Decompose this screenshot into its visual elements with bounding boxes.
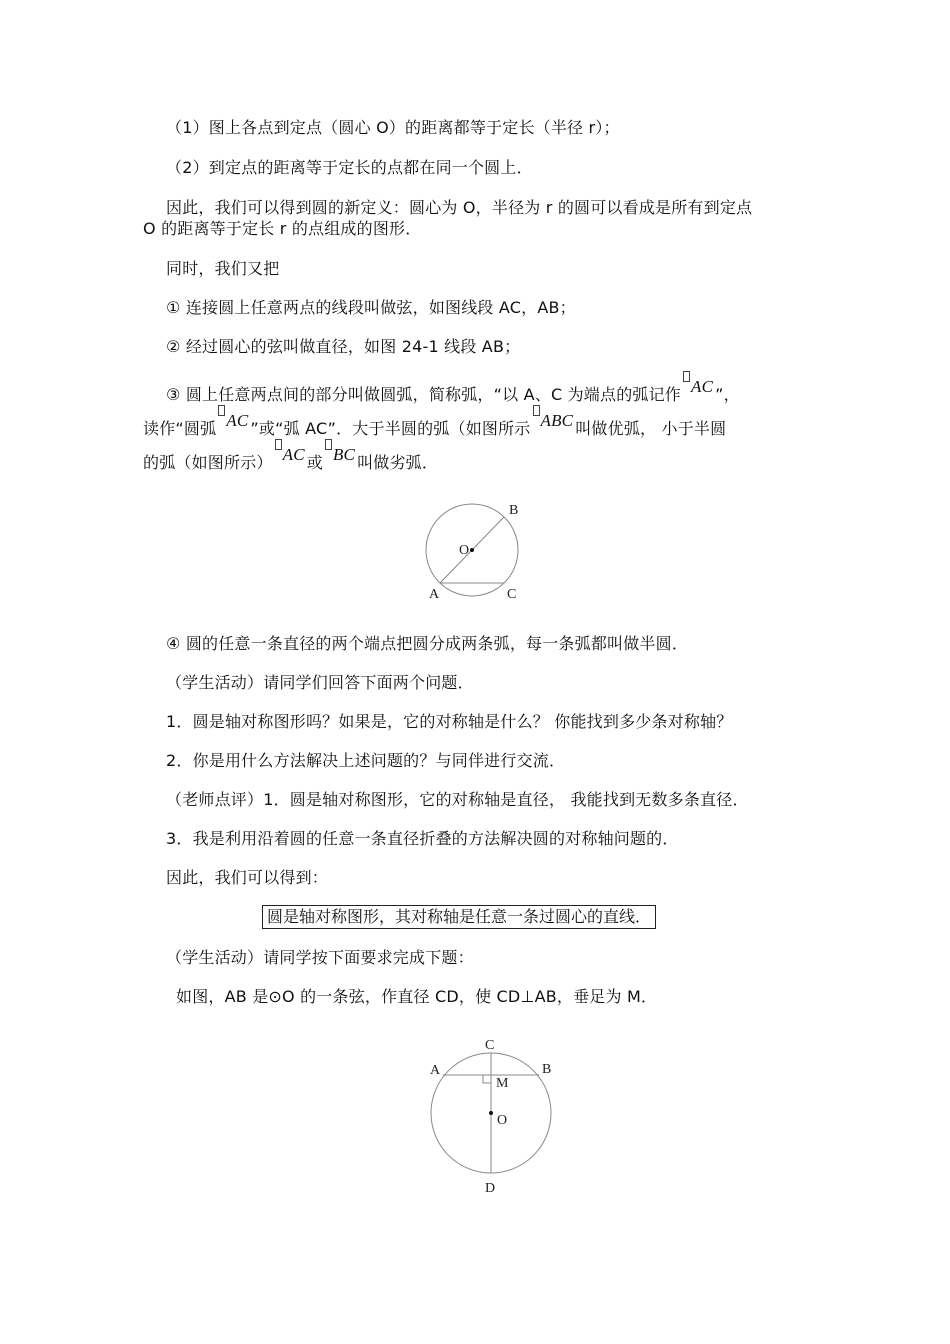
paragraph-property-2: （2）到定点的距离等于定长的点都在同一个圆上． — [166, 158, 533, 177]
arc-label: AC — [282, 445, 305, 464]
paragraph-question-2: 2．你是用什么方法解决上述问题的？与同伴进行交流． — [166, 751, 566, 770]
figure-perpendicular-diameter — [420, 1030, 570, 1200]
label-c: C — [507, 587, 517, 602]
arc-label: BC — [332, 445, 356, 464]
arc-notation-ac — [275, 445, 305, 464]
arc-mark-icon — [533, 405, 540, 416]
right-angle-mark — [483, 1075, 491, 1083]
label-b: B — [509, 503, 519, 518]
arc-mark-icon — [275, 439, 282, 450]
text-segment: 读作“圆弧 — [143, 419, 217, 438]
center-point — [470, 548, 474, 552]
label-o: O — [497, 1113, 508, 1128]
paragraph-new-definition-line1: 因此，我们可以得到圆的新定义：圆心为 O，半径为 r 的圆可以看成是所有到定点 — [166, 198, 753, 217]
paragraph-answer-3: 3．我是利用沿着圆的任意一条直径折叠的方法解决圆的对称轴问题的． — [166, 829, 679, 848]
text-segment: 叫做优弧， 小于半圆 — [575, 419, 727, 438]
paragraph-teacher-comment: （老师点评）1．圆是轴对称图形，它的对称轴是直径， 我能找到无数多条直径． — [166, 790, 749, 809]
text-segment: ”， — [715, 385, 740, 404]
arc-mark-icon — [683, 371, 690, 382]
label-a: A — [429, 587, 440, 602]
text-segment: 或 — [306, 453, 323, 472]
paragraph-arc-def-line1 — [166, 377, 740, 405]
paragraph-student-activity-2: （学生活动）请同学按下面要求完成下题： — [166, 948, 474, 967]
label-c: C — [485, 1038, 495, 1053]
arc-label: ABC — [540, 411, 574, 430]
paragraph-arc-def-line2 — [143, 411, 727, 439]
text-segment: ”或“弧 AC”．大于半圆的弧（如图所示 — [250, 419, 531, 438]
label-d: D — [485, 1181, 496, 1196]
boxed-theorem: 圆是轴对称图形，其对称轴是任意一条过圆心的直线． — [262, 905, 656, 929]
paragraph-arc-def-line3 — [143, 445, 439, 473]
text-segment: 的弧（如图所示） — [143, 453, 273, 472]
figure-circle-chord — [415, 495, 535, 605]
arc-notation-abc — [533, 411, 574, 430]
arc-notation-bc — [325, 445, 355, 464]
arc-mark-icon — [218, 405, 225, 416]
text-segment: ③ 圆上任意两点间的部分叫做圆弧，简称弧，“以 A、C 为端点的弧记作 — [166, 385, 682, 404]
center-point — [489, 1111, 493, 1115]
arc-label: AC — [226, 411, 249, 430]
paragraph-property-1: （1）图上各点到定点（圆心 O）的距离都等于定长（半径 r）； — [166, 118, 620, 137]
label-b: B — [542, 1062, 552, 1077]
label-m: M — [496, 1076, 509, 1091]
paragraph-new-definition-line2: O 的距离等于定长 r 的点组成的图形． — [143, 219, 422, 238]
paragraph-chord-def: ① 连接圆上任意两点的线段叫做弦，如图线段 AC，AB； — [166, 298, 576, 317]
paragraph-student-activity-1: （学生活动）请同学们回答下面两个问题． — [166, 673, 474, 692]
paragraph-semicircle-def: ④ 圆的任意一条直径的两个端点把圆分成两条弧，每一条弧都叫做半圆． — [166, 634, 689, 653]
label-o: O — [459, 543, 470, 558]
arc-notation-ac — [218, 411, 248, 430]
arc-mark-icon — [325, 439, 332, 450]
paragraph-exercise: 如图，AB 是⊙O 的一条弦，作直径 CD，使 CD⊥AB，垂足为 M． — [176, 987, 658, 1006]
arc-label: AC — [691, 377, 714, 396]
paragraph-question-1: 1．圆是轴对称图形吗？如果是，它的对称轴是什么？ 你能找到多少条对称轴？ — [166, 712, 733, 731]
label-a: A — [430, 1063, 441, 1078]
paragraph-therefore: 因此，我们可以得到： — [166, 868, 329, 887]
paragraph-meanwhile: 同时，我们又把 — [166, 259, 280, 278]
paragraph-diameter-def: ② 经过圆心的弦叫做直径，如图 24-1 线段 AB； — [166, 337, 521, 356]
arc-notation-ac — [683, 377, 713, 396]
text-segment: 叫做劣弧． — [357, 453, 439, 472]
